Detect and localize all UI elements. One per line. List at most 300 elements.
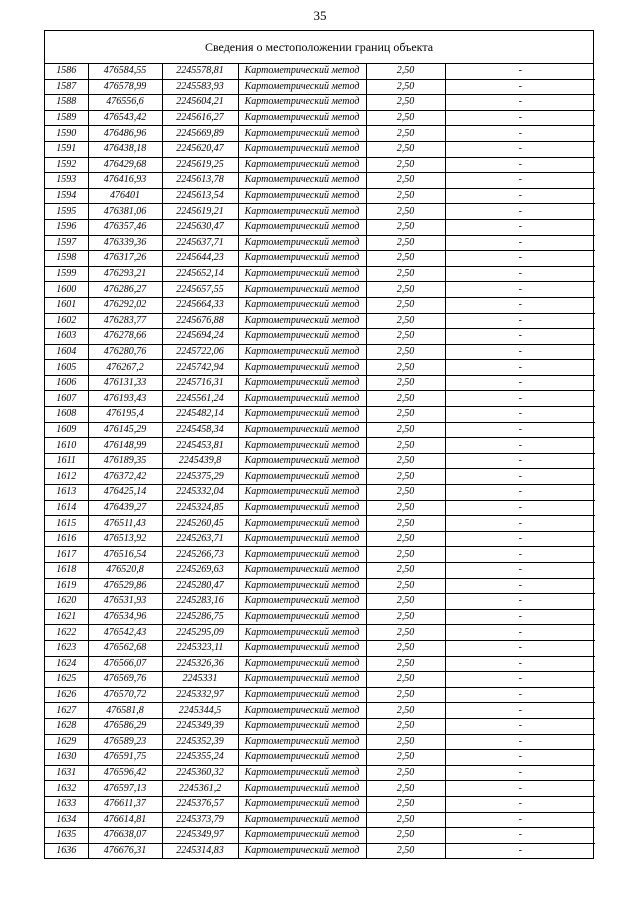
precision-cell: 2,50 [366, 235, 445, 251]
note-cell: - [445, 438, 595, 454]
method-cell: Картометрический метод [238, 79, 366, 95]
x-coordinate-cell: 476584,55 [88, 64, 162, 79]
method-cell: Картометрический метод [238, 750, 366, 766]
table-row [45, 110, 595, 126]
note-cell: - [445, 812, 595, 828]
y-coordinate-cell: 2245439,8 [162, 453, 238, 469]
y-coordinate-cell: 2245561,24 [162, 391, 238, 407]
method-cell: Картометрический метод [238, 251, 366, 267]
x-coordinate-cell: 476570,72 [88, 687, 162, 703]
point-number-cell: 1596 [45, 219, 88, 235]
precision-cell: 2,50 [366, 594, 445, 610]
note-cell: - [445, 64, 595, 79]
x-coordinate-cell: 476317,26 [88, 251, 162, 267]
x-coordinate-cell: 476293,21 [88, 266, 162, 282]
note-cell: - [445, 173, 595, 189]
point-number-cell: 1586 [45, 64, 88, 79]
x-coordinate-cell: 476516,54 [88, 547, 162, 563]
precision-cell: 2,50 [366, 110, 445, 126]
point-number-cell: 1597 [45, 235, 88, 251]
y-coordinate-cell: 2245349,97 [162, 828, 238, 844]
y-coordinate-cell: 2245295,09 [162, 625, 238, 641]
table-row [45, 453, 595, 469]
y-coordinate-cell: 2245263,71 [162, 531, 238, 547]
precision-cell: 2,50 [366, 391, 445, 407]
precision-cell: 2,50 [366, 422, 445, 438]
point-number-cell: 1607 [45, 391, 88, 407]
x-coordinate-cell: 476556,6 [88, 95, 162, 111]
precision-cell: 2,50 [366, 219, 445, 235]
table-row [45, 188, 595, 204]
table-title: Сведения о местоположении границ объекта [45, 31, 593, 64]
y-coordinate-cell: 2245722,06 [162, 344, 238, 360]
note-cell: - [445, 594, 595, 610]
method-cell: Картометрический метод [238, 95, 366, 111]
precision-cell: 2,50 [366, 687, 445, 703]
point-number-cell: 1606 [45, 375, 88, 391]
note-cell: - [445, 251, 595, 267]
note-cell: - [445, 718, 595, 734]
point-number-cell: 1616 [45, 531, 88, 547]
y-coordinate-cell: 2245630,47 [162, 219, 238, 235]
point-number-cell: 1625 [45, 672, 88, 688]
table-row [45, 703, 595, 719]
method-cell: Картометрический метод [238, 469, 366, 485]
precision-cell: 2,50 [366, 640, 445, 656]
precision-cell: 2,50 [366, 126, 445, 142]
method-cell: Картометрический метод [238, 235, 366, 251]
y-coordinate-cell: 2245286,75 [162, 609, 238, 625]
x-coordinate-cell: 476614,81 [88, 812, 162, 828]
method-cell: Картометрический метод [238, 812, 366, 828]
point-number-cell: 1620 [45, 594, 88, 610]
table-row [45, 687, 595, 703]
table-row [45, 438, 595, 454]
note-cell: - [445, 672, 595, 688]
y-coordinate-cell: 2245269,63 [162, 563, 238, 579]
x-coordinate-cell: 476534,96 [88, 609, 162, 625]
table-row [45, 828, 595, 844]
point-number-cell: 1601 [45, 297, 88, 313]
point-number-cell: 1587 [45, 79, 88, 95]
point-number-cell: 1631 [45, 765, 88, 781]
note-cell: - [445, 282, 595, 298]
table-row [45, 235, 595, 251]
note-cell: - [445, 266, 595, 282]
point-number-cell: 1623 [45, 640, 88, 656]
table-row [45, 297, 595, 313]
table-row [45, 547, 595, 563]
method-cell: Картометрический метод [238, 687, 366, 703]
note-cell: - [445, 656, 595, 672]
precision-cell: 2,50 [366, 469, 445, 485]
method-cell: Картометрический метод [238, 219, 366, 235]
precision-cell: 2,50 [366, 531, 445, 547]
point-number-cell: 1626 [45, 687, 88, 703]
y-coordinate-cell: 2245482,14 [162, 407, 238, 423]
x-coordinate-cell: 476286,27 [88, 282, 162, 298]
method-cell: Картометрический метод [238, 313, 366, 329]
precision-cell: 2,50 [366, 297, 445, 313]
y-coordinate-cell: 2245266,73 [162, 547, 238, 563]
table-row [45, 79, 595, 95]
method-cell: Картометрический метод [238, 594, 366, 610]
y-coordinate-cell: 2245324,85 [162, 500, 238, 516]
y-coordinate-cell: 2245360,32 [162, 765, 238, 781]
table-row [45, 266, 595, 282]
x-coordinate-cell: 476578,99 [88, 79, 162, 95]
table-row [45, 407, 595, 423]
note-cell: - [445, 563, 595, 579]
x-coordinate-cell: 476591,75 [88, 750, 162, 766]
table-row [45, 375, 595, 391]
method-cell: Картометрический метод [238, 391, 366, 407]
y-coordinate-cell: 2245613,78 [162, 173, 238, 189]
note-cell: - [445, 79, 595, 95]
table-row [45, 625, 595, 641]
point-number-cell: 1622 [45, 625, 88, 641]
table-row [45, 282, 595, 298]
point-number-cell: 1632 [45, 781, 88, 797]
y-coordinate-cell: 2245637,71 [162, 235, 238, 251]
y-coordinate-cell: 2245349,39 [162, 718, 238, 734]
x-coordinate-cell: 476425,14 [88, 485, 162, 501]
x-coordinate-cell: 476611,37 [88, 796, 162, 812]
y-coordinate-cell: 2245616,27 [162, 110, 238, 126]
note-cell: - [445, 843, 595, 858]
y-coordinate-cell: 2245326,36 [162, 656, 238, 672]
method-cell: Картометрический метод [238, 656, 366, 672]
point-number-cell: 1634 [45, 812, 88, 828]
note-cell: - [445, 329, 595, 345]
x-coordinate-cell: 476372,42 [88, 469, 162, 485]
precision-cell: 2,50 [366, 500, 445, 516]
table-row [45, 391, 595, 407]
x-coordinate-cell: 476586,29 [88, 718, 162, 734]
precision-cell: 2,50 [366, 563, 445, 579]
table-row [45, 469, 595, 485]
table-row [45, 344, 595, 360]
y-coordinate-cell: 2245355,24 [162, 750, 238, 766]
method-cell: Картометрический метод [238, 578, 366, 594]
x-coordinate-cell: 476542,43 [88, 625, 162, 641]
point-number-cell: 1592 [45, 157, 88, 173]
note-cell: - [445, 765, 595, 781]
y-coordinate-cell: 2245742,94 [162, 360, 238, 376]
point-number-cell: 1610 [45, 438, 88, 454]
method-cell: Картометрический метод [238, 64, 366, 79]
precision-cell: 2,50 [366, 95, 445, 111]
y-coordinate-cell: 2245657,55 [162, 282, 238, 298]
precision-cell: 2,50 [366, 329, 445, 345]
method-cell: Картометрический метод [238, 188, 366, 204]
method-cell: Картометрический метод [238, 110, 366, 126]
precision-cell: 2,50 [366, 734, 445, 750]
point-number-cell: 1621 [45, 609, 88, 625]
precision-cell: 2,50 [366, 812, 445, 828]
y-coordinate-cell: 2245375,29 [162, 469, 238, 485]
x-coordinate-cell: 476278,66 [88, 329, 162, 345]
note-cell: - [445, 796, 595, 812]
method-cell: Картометрический метод [238, 500, 366, 516]
y-coordinate-cell: 2245376,57 [162, 796, 238, 812]
precision-cell: 2,50 [366, 516, 445, 532]
y-coordinate-cell: 2245260,45 [162, 516, 238, 532]
point-number-cell: 1608 [45, 407, 88, 423]
x-coordinate-cell: 476566,07 [88, 656, 162, 672]
precision-cell: 2,50 [366, 344, 445, 360]
point-number-cell: 1609 [45, 422, 88, 438]
note-cell: - [445, 703, 595, 719]
precision-cell: 2,50 [366, 656, 445, 672]
precision-cell: 2,50 [366, 79, 445, 95]
method-cell: Картометрический метод [238, 266, 366, 282]
x-coordinate-cell: 476381,06 [88, 204, 162, 220]
method-cell: Картометрический метод [238, 282, 366, 298]
note-cell: - [445, 547, 595, 563]
table-row [45, 251, 595, 267]
point-number-cell: 1600 [45, 282, 88, 298]
table-body [45, 64, 595, 858]
x-coordinate-cell: 476513,92 [88, 531, 162, 547]
precision-cell: 2,50 [366, 828, 445, 844]
precision-cell: 2,50 [366, 578, 445, 594]
point-number-cell: 1599 [45, 266, 88, 282]
point-number-cell: 1611 [45, 453, 88, 469]
x-coordinate-cell: 476339,36 [88, 235, 162, 251]
table-row [45, 531, 595, 547]
note-cell: - [445, 609, 595, 625]
boundary-points-table [45, 64, 595, 858]
point-number-cell: 1630 [45, 750, 88, 766]
method-cell: Картометрический метод [238, 422, 366, 438]
note-cell: - [445, 407, 595, 423]
point-number-cell: 1602 [45, 313, 88, 329]
note-cell: - [445, 640, 595, 656]
point-number-cell: 1618 [45, 563, 88, 579]
table-row [45, 578, 595, 594]
precision-cell: 2,50 [366, 173, 445, 189]
table-row [45, 95, 595, 111]
table-row [45, 563, 595, 579]
point-number-cell: 1614 [45, 500, 88, 516]
precision-cell: 2,50 [366, 718, 445, 734]
note-cell: - [445, 500, 595, 516]
note-cell: - [445, 204, 595, 220]
precision-cell: 2,50 [366, 438, 445, 454]
table-row [45, 734, 595, 750]
precision-cell: 2,50 [366, 625, 445, 641]
x-coordinate-cell: 476597,13 [88, 781, 162, 797]
point-number-cell: 1627 [45, 703, 88, 719]
point-number-cell: 1619 [45, 578, 88, 594]
x-coordinate-cell: 476429,68 [88, 157, 162, 173]
method-cell: Картометрический метод [238, 828, 366, 844]
method-cell: Картометрический метод [238, 360, 366, 376]
x-coordinate-cell: 476267,2 [88, 360, 162, 376]
point-number-cell: 1617 [45, 547, 88, 563]
page-number: 35 [313, 8, 327, 23]
x-coordinate-cell: 476529,86 [88, 578, 162, 594]
table-row [45, 126, 595, 142]
method-cell: Картометрический метод [238, 453, 366, 469]
note-cell: - [445, 141, 595, 157]
x-coordinate-cell: 476438,18 [88, 141, 162, 157]
x-coordinate-cell: 476292,02 [88, 297, 162, 313]
precision-cell: 2,50 [366, 485, 445, 501]
x-coordinate-cell: 476193,43 [88, 391, 162, 407]
method-cell: Картометрический метод [238, 625, 366, 641]
method-cell: Картометрический метод [238, 734, 366, 750]
precision-cell: 2,50 [366, 360, 445, 376]
table-row [45, 750, 595, 766]
note-cell: - [445, 188, 595, 204]
note-cell: - [445, 578, 595, 594]
x-coordinate-cell: 476148,99 [88, 438, 162, 454]
x-coordinate-cell: 476131,33 [88, 375, 162, 391]
note-cell: - [445, 531, 595, 547]
y-coordinate-cell: 2245578,81 [162, 64, 238, 79]
point-number-cell: 1594 [45, 188, 88, 204]
table-row [45, 173, 595, 189]
y-coordinate-cell: 2245583,93 [162, 79, 238, 95]
x-coordinate-cell: 476569,76 [88, 672, 162, 688]
note-cell: - [445, 110, 595, 126]
x-coordinate-cell: 476520,8 [88, 563, 162, 579]
table-row [45, 781, 595, 797]
note-cell: - [445, 781, 595, 797]
table-row [45, 485, 595, 501]
precision-cell: 2,50 [366, 781, 445, 797]
point-number-cell: 1628 [45, 718, 88, 734]
y-coordinate-cell: 2245644,23 [162, 251, 238, 267]
note-cell: - [445, 828, 595, 844]
note-cell: - [445, 157, 595, 173]
point-number-cell: 1589 [45, 110, 88, 126]
table-row [45, 64, 595, 79]
method-cell: Картометрический метод [238, 126, 366, 142]
note-cell: - [445, 126, 595, 142]
method-cell: Картометрический метод [238, 563, 366, 579]
y-coordinate-cell: 2245694,24 [162, 329, 238, 345]
note-cell: - [445, 344, 595, 360]
x-coordinate-cell: 476638,07 [88, 828, 162, 844]
method-cell: Картометрический метод [238, 438, 366, 454]
table-row [45, 516, 595, 532]
method-cell: Картометрический метод [238, 781, 366, 797]
method-cell: Картометрический метод [238, 173, 366, 189]
table-row [45, 812, 595, 828]
method-cell: Картометрический метод [238, 204, 366, 220]
note-cell: - [445, 750, 595, 766]
table-row [45, 594, 595, 610]
precision-cell: 2,50 [366, 188, 445, 204]
note-cell: - [445, 625, 595, 641]
table-row [45, 157, 595, 173]
table-row [45, 360, 595, 376]
table-row [45, 204, 595, 220]
table-row [45, 640, 595, 656]
y-coordinate-cell: 2245332,04 [162, 485, 238, 501]
precision-cell: 2,50 [366, 266, 445, 282]
y-coordinate-cell: 2245620,47 [162, 141, 238, 157]
point-number-cell: 1612 [45, 469, 88, 485]
note-cell: - [445, 391, 595, 407]
point-number-cell: 1635 [45, 828, 88, 844]
method-cell: Картометрический метод [238, 531, 366, 547]
x-coordinate-cell: 476357,46 [88, 219, 162, 235]
y-coordinate-cell: 2245352,39 [162, 734, 238, 750]
table-row [45, 219, 595, 235]
precision-cell: 2,50 [366, 64, 445, 79]
y-coordinate-cell: 2245314,83 [162, 843, 238, 858]
y-coordinate-cell: 2245676,88 [162, 313, 238, 329]
point-number-cell: 1605 [45, 360, 88, 376]
precision-cell: 2,50 [366, 375, 445, 391]
x-coordinate-cell: 476145,29 [88, 422, 162, 438]
table-row [45, 765, 595, 781]
table-row [45, 609, 595, 625]
note-cell: - [445, 375, 595, 391]
precision-cell: 2,50 [366, 407, 445, 423]
note-cell: - [445, 485, 595, 501]
x-coordinate-cell: 476280,76 [88, 344, 162, 360]
precision-cell: 2,50 [366, 251, 445, 267]
method-cell: Картометрический метод [238, 718, 366, 734]
table-row [45, 500, 595, 516]
point-number-cell: 1588 [45, 95, 88, 111]
y-coordinate-cell: 2245716,31 [162, 375, 238, 391]
precision-cell: 2,50 [366, 796, 445, 812]
x-coordinate-cell: 476589,23 [88, 734, 162, 750]
y-coordinate-cell: 2245331 [162, 672, 238, 688]
precision-cell: 2,50 [366, 672, 445, 688]
note-cell: - [445, 95, 595, 111]
method-cell: Картометрический метод [238, 703, 366, 719]
note-cell: - [445, 734, 595, 750]
note-cell: - [445, 235, 595, 251]
precision-cell: 2,50 [366, 609, 445, 625]
point-number-cell: 1593 [45, 173, 88, 189]
point-number-cell: 1604 [45, 344, 88, 360]
method-cell: Картометрический метод [238, 843, 366, 858]
precision-cell: 2,50 [366, 703, 445, 719]
y-coordinate-cell: 2245283,16 [162, 594, 238, 610]
x-coordinate-cell: 476543,42 [88, 110, 162, 126]
precision-cell: 2,50 [366, 750, 445, 766]
precision-cell: 2,50 [366, 843, 445, 858]
precision-cell: 2,50 [366, 453, 445, 469]
note-cell: - [445, 469, 595, 485]
note-cell: - [445, 313, 595, 329]
method-cell: Картометрический метод [238, 329, 366, 345]
y-coordinate-cell: 2245619,25 [162, 157, 238, 173]
table-row [45, 656, 595, 672]
note-cell: - [445, 516, 595, 532]
y-coordinate-cell: 2245669,89 [162, 126, 238, 142]
method-cell: Картометрический метод [238, 672, 366, 688]
method-cell: Картометрический метод [238, 407, 366, 423]
boundary-table-frame [44, 30, 594, 859]
y-coordinate-cell: 2245619,21 [162, 204, 238, 220]
x-coordinate-cell: 476195,4 [88, 407, 162, 423]
precision-cell: 2,50 [366, 141, 445, 157]
point-number-cell: 1624 [45, 656, 88, 672]
table-row [45, 672, 595, 688]
precision-cell: 2,50 [366, 282, 445, 298]
note-cell: - [445, 687, 595, 703]
point-number-cell: 1591 [45, 141, 88, 157]
